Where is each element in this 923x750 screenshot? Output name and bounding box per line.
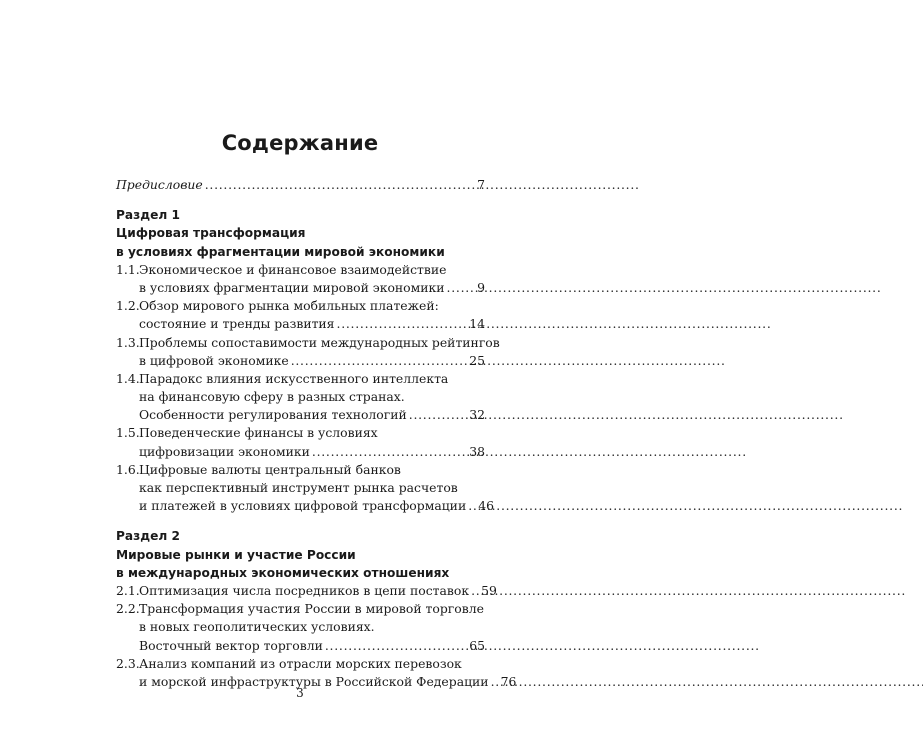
section-heading: в условиях фрагментации мировой экономики <box>116 244 445 259</box>
toc-entry-line <box>116 497 494 515</box>
toc-entry-text: состояние и тренды развития <box>139 316 335 332</box>
toc-entry-number: 1.2. <box>116 298 140 314</box>
section-gap <box>116 515 485 527</box>
toc-entry-number: 1.3. <box>116 334 140 350</box>
toc-entry-line <box>116 406 485 424</box>
toc-entry-line <box>116 618 485 636</box>
toc-entry-text: в условиях фрагментации мировой экономики <box>139 279 445 295</box>
toc-entry-text: Парадокс влияния искусственного интеллекта <box>139 370 449 386</box>
page-number: 3 <box>296 686 304 700</box>
toc-entry[interactable] <box>116 297 485 333</box>
toc-entry-number: 1.1. <box>116 261 140 277</box>
toc-entry-text: Обзор мирового рынка мобильных платежей: <box>139 298 439 314</box>
toc-entry-line <box>116 352 485 370</box>
toc-entry-line <box>116 334 500 352</box>
toc-entry-number: 1.4. <box>116 370 140 386</box>
toc-entry-text: как перспективный инструмент рынка расчетов <box>139 480 458 495</box>
section-heading: Мировые рынки и участие России <box>116 547 356 562</box>
toc-entry-text: Проблемы сопоставимости международных рейтингов <box>139 334 500 350</box>
toc-page-number: 65 <box>469 637 485 653</box>
toc-entry-line <box>116 582 497 600</box>
toc-entry-text: Восточный вектор торговли <box>139 637 323 653</box>
leader-dots <box>471 582 479 600</box>
toc-entry-number: 2.2. <box>116 601 140 617</box>
section-label: Раздел 2 <box>116 529 180 544</box>
toc-page-number: 76 <box>500 673 517 689</box>
leader-dots <box>205 176 475 194</box>
toc-entry-line <box>116 279 485 297</box>
toc-entry-text: в цифровой экономике <box>139 352 289 368</box>
section-heading: в международных экономических отношениях <box>116 565 450 580</box>
toc-entry-number: 2.3. <box>116 655 140 671</box>
toc-page-number: 38 <box>469 443 485 459</box>
toc-entry-line <box>116 297 485 315</box>
toc-entry-number: 1.6. <box>116 461 140 477</box>
toc-page-number: 59 <box>481 582 497 598</box>
toc-entry-text: в новых геополитических условиях. <box>139 619 375 635</box>
section-gap <box>116 194 485 206</box>
toc-entry[interactable] <box>116 261 485 297</box>
toc-entry[interactable] <box>116 334 500 370</box>
toc-entry[interactable] <box>116 582 497 600</box>
section-heading: Цифровая трансформация <box>116 226 306 241</box>
toc-entry[interactable] <box>116 370 485 425</box>
toc-entry-text: Оптимизация числа посредников в цепи поставок <box>139 582 470 598</box>
toc-entry-number: 1.5. <box>116 425 140 441</box>
leader-dots <box>447 279 476 297</box>
toc-entry-text: Поведенческие финансы в условиях <box>139 425 378 441</box>
toc-entry-line <box>116 370 485 388</box>
toc-entry[interactable] <box>116 600 485 655</box>
toc-entry-line <box>116 655 485 673</box>
toc-entry-text: Анализ компаний из отрасли морских перевозок <box>139 655 462 671</box>
toc-entry-text: и морской инфраструктуры в Российской Федерации <box>139 673 489 689</box>
toc-entry-line <box>116 443 485 461</box>
toc-entry-line <box>116 637 485 655</box>
leader-dots <box>291 352 468 370</box>
section-label: Раздел 1 <box>116 208 180 223</box>
toc-entry-number: 2.1. <box>116 582 140 598</box>
toc-entry[interactable] <box>116 461 494 516</box>
toc-entry-preface[interactable] <box>116 176 485 194</box>
toc-entry-text: цифровизации экономики <box>139 443 310 459</box>
leader-dots <box>312 443 467 461</box>
toc-entry-text: на финансовую сферу в разных странах. <box>139 389 405 405</box>
toc-page-number: 7 <box>477 177 485 192</box>
toc-entry-text: Цифровые валюты центральный банков <box>139 461 401 477</box>
leader-dots <box>468 497 476 515</box>
toc-page-number: 9 <box>477 279 485 295</box>
leader-dots <box>337 315 468 333</box>
leader-dots <box>409 406 467 424</box>
toc-entry[interactable] <box>116 424 485 460</box>
toc-entry-text: Предисловие <box>116 177 203 192</box>
toc-entry-text: Экономическое и финансовое взаимодействие <box>139 261 447 277</box>
toc-entry-text: Трансформация участия России в мировой торговле <box>139 601 484 617</box>
toc-entry-line <box>116 479 485 497</box>
toc-page-number: 32 <box>469 407 485 423</box>
toc-entry-text: Особенности регулирования технологий <box>139 407 407 423</box>
toc-entry-line <box>116 261 485 279</box>
toc-entry-line <box>116 424 485 442</box>
toc-entry-line <box>116 388 485 406</box>
leader-dots <box>325 637 467 655</box>
page-title: Содержание <box>221 131 379 155</box>
toc-page-number: 25 <box>469 352 485 368</box>
toc-page-number: 46 <box>478 498 494 514</box>
toc-entry-line <box>116 600 485 618</box>
toc-page-number: 14 <box>469 316 485 332</box>
table-of-contents <box>116 176 517 691</box>
toc-entry-text: и платежей в условиях цифровой трансформации <box>139 498 467 514</box>
toc-entry-line <box>116 315 485 333</box>
toc-entry-line <box>116 461 485 479</box>
